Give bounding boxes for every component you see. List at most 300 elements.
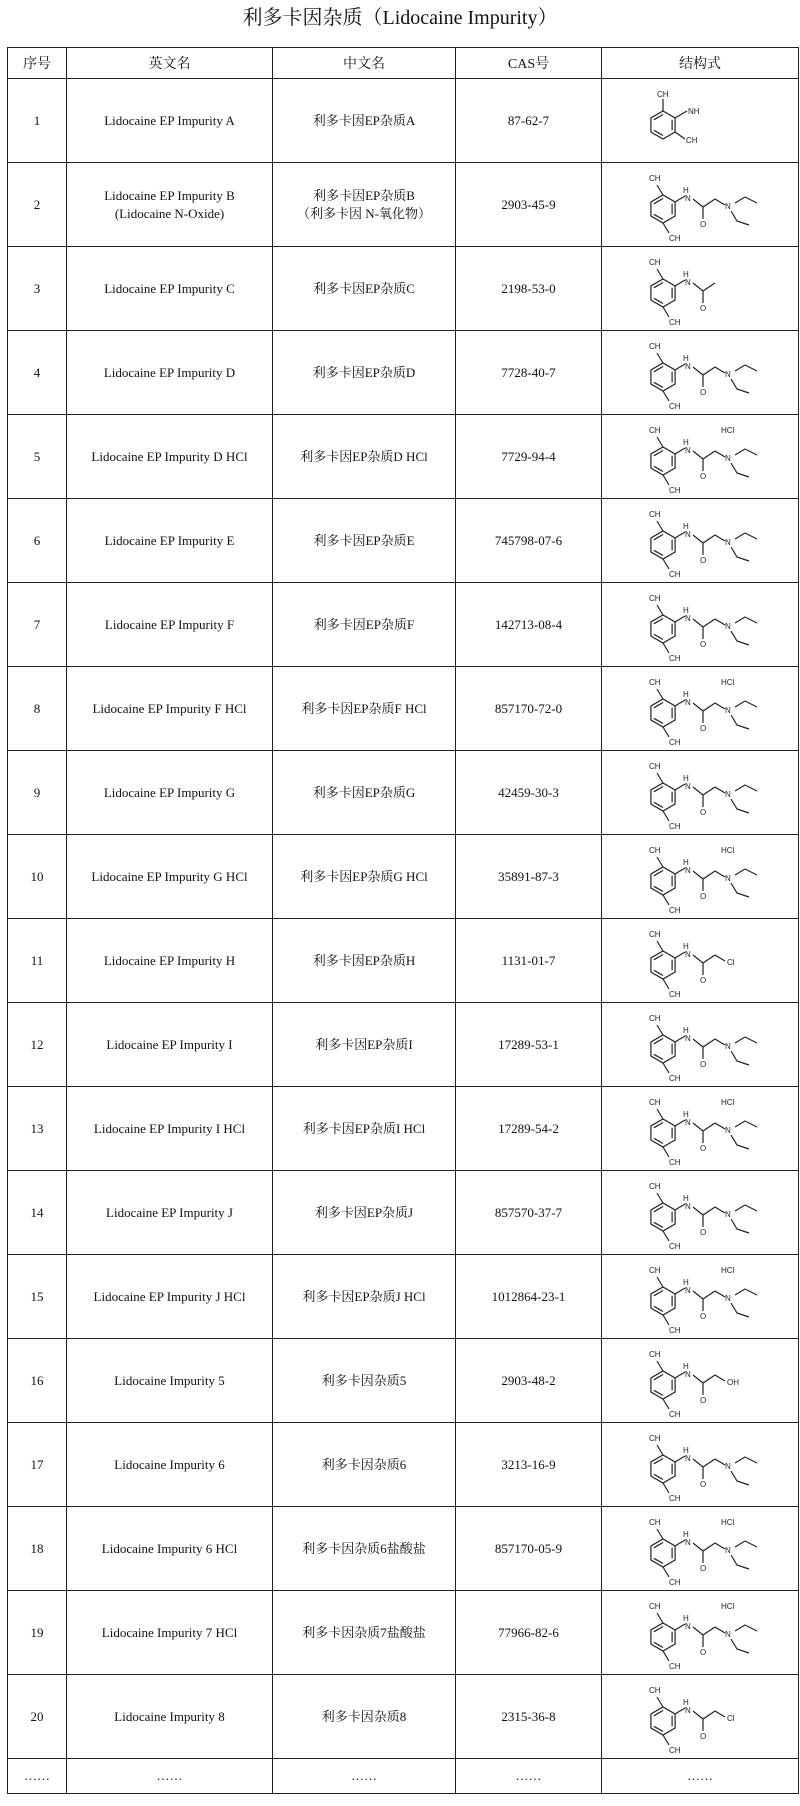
- n-label: N: [685, 1201, 691, 1211]
- chinese-name-cell: [273, 751, 456, 835]
- lidocaine-n-oxide-structure: [625, 165, 775, 245]
- english-name: Lidocaine EP Impurity J: [106, 1204, 233, 1220]
- methyl-label: CH: [649, 1265, 661, 1275]
- n-label: N: [685, 949, 691, 959]
- chinese-name: 利多卡因EP杂质E: [313, 532, 415, 548]
- methyl-label: CH: [669, 1745, 681, 1755]
- chinese-name-cell: [273, 1255, 456, 1339]
- methyl-label: CH: [649, 761, 661, 771]
- 3-5-dimethyl-lidocaine-hcl-structure: [625, 1593, 775, 1673]
- methyl-label: CH: [649, 425, 661, 435]
- english-name-cell: [67, 1171, 273, 1255]
- table-row: [8, 1675, 799, 1759]
- chinese-name-cell: [273, 1339, 456, 1423]
- cas-number: 7728-40-7: [456, 331, 602, 415]
- methyl-label: CH: [669, 989, 681, 999]
- chinese-name: 利多卡因EP杂质B: [313, 187, 415, 203]
- structure-cell: [602, 583, 799, 667]
- n-label: N: [685, 361, 691, 371]
- carbonyl-o-label: O: [700, 1395, 707, 1405]
- methyl-label: CH: [669, 317, 681, 327]
- amine-n-label: N: [725, 789, 731, 799]
- row-number: 16: [8, 1339, 67, 1423]
- nh-label: H: [683, 185, 689, 195]
- hcl-label: HCl: [721, 845, 735, 855]
- amine-n-label: N: [725, 1041, 731, 1051]
- carbonyl-o-label: O: [700, 639, 707, 649]
- 2-3-dimethyl-lidocaine-hcl-structure: [625, 669, 775, 749]
- nh-label: H: [683, 1109, 689, 1119]
- structure-cell: [602, 835, 799, 919]
- hcl-label: HCl: [721, 1601, 735, 1611]
- english-name-cell: [67, 1255, 273, 1339]
- english-name: Lidocaine EP Impurity C: [104, 280, 235, 296]
- structure-cell: [602, 1507, 799, 1591]
- header-chinese-name: 中文名: [273, 48, 456, 79]
- methyl-label: CH: [649, 593, 661, 603]
- nh-label: H: [683, 1529, 689, 1539]
- isopropylamino-hcl-structure: [625, 837, 775, 917]
- cas-number: 87-62-7: [456, 79, 602, 163]
- chinese-name: 利多卡因杂质6: [321, 1456, 407, 1472]
- amine-n-label: N: [725, 705, 731, 715]
- row-number: 20: [8, 1675, 67, 1759]
- chloroacetamide-structure: [625, 1677, 775, 1757]
- table-header-row: [8, 48, 799, 79]
- table-body: [8, 79, 799, 1794]
- english-name: Lidocaine EP Impurity I HCl: [93, 1120, 246, 1136]
- amine-n-label: N: [725, 1461, 731, 1471]
- chloro-label: Cl: [727, 957, 735, 967]
- table-row: [8, 1087, 799, 1171]
- chinese-name: 利多卡因EP杂质C: [313, 280, 415, 296]
- cas-number: 2903-48-2: [456, 1339, 602, 1423]
- oxanilic-acid-structure: [625, 1341, 775, 1421]
- methyl-label: CH: [669, 1493, 681, 1503]
- chinese-name-cell: [273, 1675, 456, 1759]
- nh-label: H: [683, 1445, 689, 1455]
- header-no: 序号: [8, 48, 67, 79]
- structure-cell: [602, 1675, 799, 1759]
- nh-label: H: [683, 269, 689, 279]
- structure-cell: [602, 163, 799, 247]
- english-name: Lidocaine Impurity 8: [114, 1708, 225, 1724]
- structure-cell: [602, 919, 799, 1003]
- row-number: 5: [8, 415, 67, 499]
- english-name-cell: [67, 499, 273, 583]
- row-number: 3: [8, 247, 67, 331]
- english-name: Lidocaine EP Impurity G HCl: [91, 868, 248, 884]
- structure-cell: [602, 1255, 799, 1339]
- nh-label: H: [683, 1193, 689, 1203]
- methyl-label: CH: [649, 1433, 661, 1443]
- hcl-label: HCl: [721, 1097, 735, 1107]
- methyl-label: CH: [669, 1409, 681, 1419]
- 3-4-dimethyl-lidocaine-hcl-structure: [625, 1509, 775, 1589]
- english-name-cell: [67, 79, 273, 163]
- header-structure: 结构式: [602, 48, 799, 79]
- cas-number: 17289-54-2: [456, 1087, 602, 1171]
- row-number: 12: [8, 1003, 67, 1087]
- english-name: Lidocaine EP Impurity D: [103, 364, 236, 380]
- nh-label: H: [683, 941, 689, 951]
- acetanilide-structure: [625, 249, 775, 329]
- chinese-name: 利多卡因EP杂质D: [312, 364, 416, 380]
- amine-label: NH: [688, 106, 700, 116]
- 2-4-dimethyl-lidocaine-structure: [625, 1005, 775, 1085]
- nh-label: H: [683, 521, 689, 531]
- amine-n-label: N: [725, 1545, 731, 1555]
- n-label: N: [685, 1285, 691, 1295]
- cas-number: 142713-08-4: [456, 583, 602, 667]
- table-row: [8, 919, 799, 1003]
- structure-cell: [602, 247, 799, 331]
- methyl-label: CH: [669, 1577, 681, 1587]
- carbonyl-o-label: O: [700, 471, 707, 481]
- carbonyl-o-label: O: [700, 1227, 707, 1237]
- english-name: Lidocaine EP Impurity F HCl: [92, 700, 247, 716]
- english-name: Lidocaine EP Impurity G: [103, 784, 236, 800]
- cas-number: 857170-72-0: [456, 667, 602, 751]
- carbonyl-o-label: O: [700, 1059, 707, 1069]
- cas-number: 17289-53-1: [456, 1003, 602, 1087]
- cas-number: 7729-94-4: [456, 415, 602, 499]
- table-row: [8, 583, 799, 667]
- row-number: 18: [8, 1507, 67, 1591]
- methyl-label: CH: [649, 1601, 661, 1611]
- chinese-name: （利多卡因 N-氧化物）: [297, 205, 431, 221]
- structure-cell: [602, 667, 799, 751]
- n-label: N: [685, 1621, 691, 1631]
- methyl-label: CH: [669, 1661, 681, 1671]
- hydroxyl-label: OH: [727, 1377, 739, 1387]
- carbonyl-o-label: O: [700, 1647, 707, 1657]
- page-title: 利多卡因杂质（Lidocaine Impurity）: [242, 7, 558, 29]
- amine-n-label: N: [725, 453, 731, 463]
- methyl-label: CH: [649, 1181, 661, 1191]
- chinese-name: 利多卡因EP杂质H: [312, 952, 416, 968]
- amine-n-label: N: [725, 201, 731, 211]
- chinese-name-cell: [273, 79, 456, 163]
- structure-cell: [602, 1339, 799, 1423]
- cas-number: 35891-87-3: [456, 835, 602, 919]
- methyl-label: CH: [669, 821, 681, 831]
- carbonyl-o-label: O: [700, 1479, 707, 1489]
- methyl-label: CH: [649, 929, 661, 939]
- structure-cell: [602, 79, 799, 163]
- carbonyl-o-label: O: [700, 303, 707, 313]
- ethylamino-acetanilide-hcl-structure: [625, 417, 775, 497]
- english-name-cell: [67, 1675, 273, 1759]
- english-name-cell: [67, 1591, 273, 1675]
- hcl-label: HCl: [721, 425, 735, 435]
- carbonyl-o-label: O: [700, 1143, 707, 1153]
- methyl-label: CH: [649, 845, 661, 855]
- methyl-label: CH: [669, 905, 681, 915]
- structure-cell: [602, 751, 799, 835]
- chinese-name-cell: [273, 163, 456, 247]
- ellipsis-cell: ……: [8, 1759, 67, 1794]
- row-number: 11: [8, 919, 67, 1003]
- amine-n-label: N: [725, 369, 731, 379]
- amine-n-label: N: [725, 621, 731, 631]
- methyl-label: CH: [669, 485, 681, 495]
- english-name: Lidocaine Impurity 5: [114, 1372, 225, 1388]
- methyl-label: CH: [649, 1517, 661, 1527]
- structure-cell: [602, 1171, 799, 1255]
- cas-number: 42459-30-3: [456, 751, 602, 835]
- chinese-name-cell: [273, 247, 456, 331]
- row-number: 9: [8, 751, 67, 835]
- chinese-name: 利多卡因EP杂质F HCl: [301, 700, 427, 716]
- chinese-name: 利多卡因EP杂质D HCl: [300, 448, 428, 464]
- row-number: 7: [8, 583, 67, 667]
- carbonyl-o-label: O: [700, 1731, 707, 1741]
- english-name: Lidocaine EP Impurity H: [103, 952, 236, 968]
- chinese-name-cell: [273, 1591, 456, 1675]
- structure-cell: [602, 1003, 799, 1087]
- carbonyl-o-label: O: [700, 807, 707, 817]
- table-row: [8, 415, 799, 499]
- table-row: [8, 1255, 799, 1339]
- chinese-name: 利多卡因EP杂质F: [313, 616, 415, 632]
- row-number: 19: [8, 1591, 67, 1675]
- 2-4-dimethyl-lidocaine-hcl-structure: [625, 1089, 775, 1169]
- cas-number: 745798-07-6: [456, 499, 602, 583]
- n-label: N: [685, 1117, 691, 1127]
- english-name-cell: [67, 247, 273, 331]
- english-name: Lidocaine EP Impurity A: [104, 112, 235, 128]
- cas-number: 2903-45-9: [456, 163, 602, 247]
- n-label: N: [685, 1453, 691, 1463]
- chinese-name: 利多卡因EP杂质A: [312, 112, 416, 128]
- english-name: (Lidocaine N-Oxide): [114, 205, 225, 221]
- methyl-label: CH: [649, 1685, 661, 1695]
- carbonyl-o-label: O: [700, 1563, 707, 1573]
- english-name: Lidocaine EP Impurity D HCl: [91, 448, 248, 464]
- chinese-name: 利多卡因EP杂质J: [314, 1204, 414, 1220]
- english-name-cell: [67, 667, 273, 751]
- table-row: [8, 835, 799, 919]
- english-name: Lidocaine EP Impurity I: [106, 1036, 233, 1052]
- english-name-cell: [67, 1507, 273, 1591]
- methyl-label: CH: [669, 1157, 681, 1167]
- n-label: N: [685, 1033, 691, 1043]
- row-number: 8: [8, 667, 67, 751]
- nh-label: H: [683, 605, 689, 615]
- isopropylamino-structure: [625, 753, 775, 833]
- chinese-name-cell: [273, 1003, 456, 1087]
- english-name: Lidocaine Impurity 6 HCl: [101, 1540, 238, 1556]
- n-label: N: [685, 193, 691, 203]
- n-label: N: [685, 445, 691, 455]
- n-label: N: [685, 697, 691, 707]
- methyl-label: CH: [669, 233, 681, 243]
- methyl-label: CH: [649, 1349, 661, 1359]
- chinese-name: 利多卡因EP杂质G HCl: [300, 868, 428, 884]
- 2-6-dimethylaniline-structure: [625, 81, 775, 161]
- cas-number: 857170-05-9: [456, 1507, 602, 1591]
- amine-n-label: N: [725, 1629, 731, 1639]
- english-name-cell: [67, 331, 273, 415]
- chinese-name-cell: [273, 919, 456, 1003]
- structure-cell: [602, 1423, 799, 1507]
- methyl-label: CH: [669, 653, 681, 663]
- header-english-name: 英文名: [67, 48, 273, 79]
- cas-number: 1131-01-7: [456, 919, 602, 1003]
- n-label: N: [685, 1369, 691, 1379]
- row-number: 4: [8, 331, 67, 415]
- nh-label: H: [683, 1025, 689, 1035]
- n-label: N: [685, 1537, 691, 1547]
- chinese-name-cell: [273, 415, 456, 499]
- row-number: 15: [8, 1255, 67, 1339]
- nh-label: H: [683, 1697, 689, 1707]
- table-row: [8, 1171, 799, 1255]
- nh-label: H: [683, 689, 689, 699]
- english-name-cell: [67, 415, 273, 499]
- english-name-cell: [67, 835, 273, 919]
- cas-number: 1012864-23-1: [456, 1255, 602, 1339]
- ellipsis-cell: ……: [456, 1759, 602, 1794]
- chinese-name-cell: [273, 835, 456, 919]
- table-row: [8, 1507, 799, 1591]
- nh-label: H: [683, 1613, 689, 1623]
- chinese-name-cell: [273, 1087, 456, 1171]
- chloro-label: Cl: [727, 1713, 735, 1723]
- impurity-table: [7, 47, 799, 1794]
- table-row: [8, 163, 799, 247]
- 2-3-dimethyl-lidocaine-structure: [625, 585, 775, 665]
- chinese-name-cell: [273, 1171, 456, 1255]
- row-number: 1: [8, 79, 67, 163]
- english-name-cell: [67, 1087, 273, 1171]
- chloroacetanilide-structure: [625, 921, 775, 1001]
- english-name-cell: [67, 1339, 273, 1423]
- n-label: N: [685, 1705, 691, 1715]
- chinese-name-cell: [273, 331, 456, 415]
- 2-5-dimethyl-lidocaine-hcl-structure: [625, 1257, 775, 1337]
- methyl-label: CH: [649, 341, 661, 351]
- table-row: [8, 1591, 799, 1675]
- methyl-label: CH: [649, 1097, 661, 1107]
- chinese-name: 利多卡因EP杂质G: [312, 784, 416, 800]
- carbonyl-o-label: O: [700, 219, 707, 229]
- header-cas: CAS号: [456, 48, 602, 79]
- structure-cell: [602, 415, 799, 499]
- english-name-cell: [67, 163, 273, 247]
- methyl-label: CH: [669, 1241, 681, 1251]
- ellipsis-cell: ……: [67, 1759, 273, 1794]
- english-name-cell: [67, 919, 273, 1003]
- amine-n-label: N: [725, 1293, 731, 1303]
- chinese-name-cell: [273, 1507, 456, 1591]
- 3-4-dimethyl-lidocaine-structure: [625, 1425, 775, 1505]
- chinese-name-cell: [273, 1423, 456, 1507]
- table-row: [8, 1423, 799, 1507]
- ellipsis-cell: ……: [273, 1759, 456, 1794]
- table-row: [8, 499, 799, 583]
- nh-label: H: [683, 437, 689, 447]
- row-number: 14: [8, 1171, 67, 1255]
- carbonyl-o-label: O: [700, 555, 707, 565]
- methyl-label: CH: [669, 1325, 681, 1335]
- n-label: N: [685, 781, 691, 791]
- carbonyl-o-label: O: [700, 891, 707, 901]
- english-name: Lidocaine Impurity 7 HCl: [101, 1624, 238, 1640]
- methyl-label: CH: [649, 677, 661, 687]
- hcl-label: HCl: [721, 1517, 735, 1527]
- nh-label: H: [683, 857, 689, 867]
- table-row: [8, 331, 799, 415]
- hcl-label: HCl: [721, 677, 735, 687]
- english-name-cell: [67, 1423, 273, 1507]
- methyl-label: CH: [649, 173, 661, 183]
- chinese-name: 利多卡因杂质5: [321, 1372, 407, 1388]
- table-row: [8, 79, 799, 163]
- english-name: Lidocaine EP Impurity F: [104, 616, 235, 632]
- cas-number: 857570-37-7: [456, 1171, 602, 1255]
- chinese-name-cell: [273, 667, 456, 751]
- nh-label: H: [683, 773, 689, 783]
- methyl-label: CH: [686, 135, 698, 145]
- amine-n-label: N: [725, 1125, 731, 1135]
- bis-amide-structure: [625, 501, 775, 581]
- carbonyl-o-label: O: [700, 1311, 707, 1321]
- row-number: 6: [8, 499, 67, 583]
- chinese-name: 利多卡因杂质6盐酸盐: [302, 1540, 426, 1556]
- carbonyl-o-label: O: [700, 723, 707, 733]
- table-row: [8, 1339, 799, 1423]
- methyl-label: CH: [669, 569, 681, 579]
- n-label: N: [685, 865, 691, 875]
- chinese-name-cell: [273, 499, 456, 583]
- n-label: N: [685, 529, 691, 539]
- methyl-label: CH: [649, 257, 661, 267]
- english-name-cell: [67, 583, 273, 667]
- ethylamino-acetanilide-structure: [625, 333, 775, 413]
- hcl-label: HCl: [721, 1265, 735, 1275]
- table-row: [8, 1003, 799, 1087]
- structure-cell: [602, 1591, 799, 1675]
- cas-number: 2315-36-8: [456, 1675, 602, 1759]
- row-number: 13: [8, 1087, 67, 1171]
- chinese-name: 利多卡因杂质7盐酸盐: [302, 1624, 426, 1640]
- table-row: [8, 751, 799, 835]
- english-name: Lidocaine EP Impurity E: [104, 532, 235, 548]
- structure-cell: [602, 1087, 799, 1171]
- english-name: Lidocaine EP Impurity J HCl: [93, 1288, 246, 1304]
- english-name: Lidocaine EP Impurity B: [104, 187, 235, 203]
- methyl-label: CH: [669, 1073, 681, 1083]
- methyl-label: CH: [669, 737, 681, 747]
- nh-label: H: [683, 1361, 689, 1371]
- chinese-name: 利多卡因EP杂质I: [315, 1036, 413, 1052]
- methyl-label: CH: [657, 89, 669, 99]
- chinese-name: 利多卡因杂质8: [321, 1708, 407, 1724]
- chinese-name: 利多卡因EP杂质J HCl: [302, 1288, 426, 1304]
- nh-label: H: [683, 353, 689, 363]
- row-number: 10: [8, 835, 67, 919]
- amine-n-label: N: [725, 537, 731, 547]
- structure-cell: [602, 499, 799, 583]
- 2-5-dimethyl-lidocaine-structure: [625, 1173, 775, 1253]
- nh-label: H: [683, 1277, 689, 1287]
- methyl-label: CH: [669, 401, 681, 411]
- n-label: N: [685, 613, 691, 623]
- carbonyl-o-label: O: [700, 387, 707, 397]
- chinese-name-cell: [273, 583, 456, 667]
